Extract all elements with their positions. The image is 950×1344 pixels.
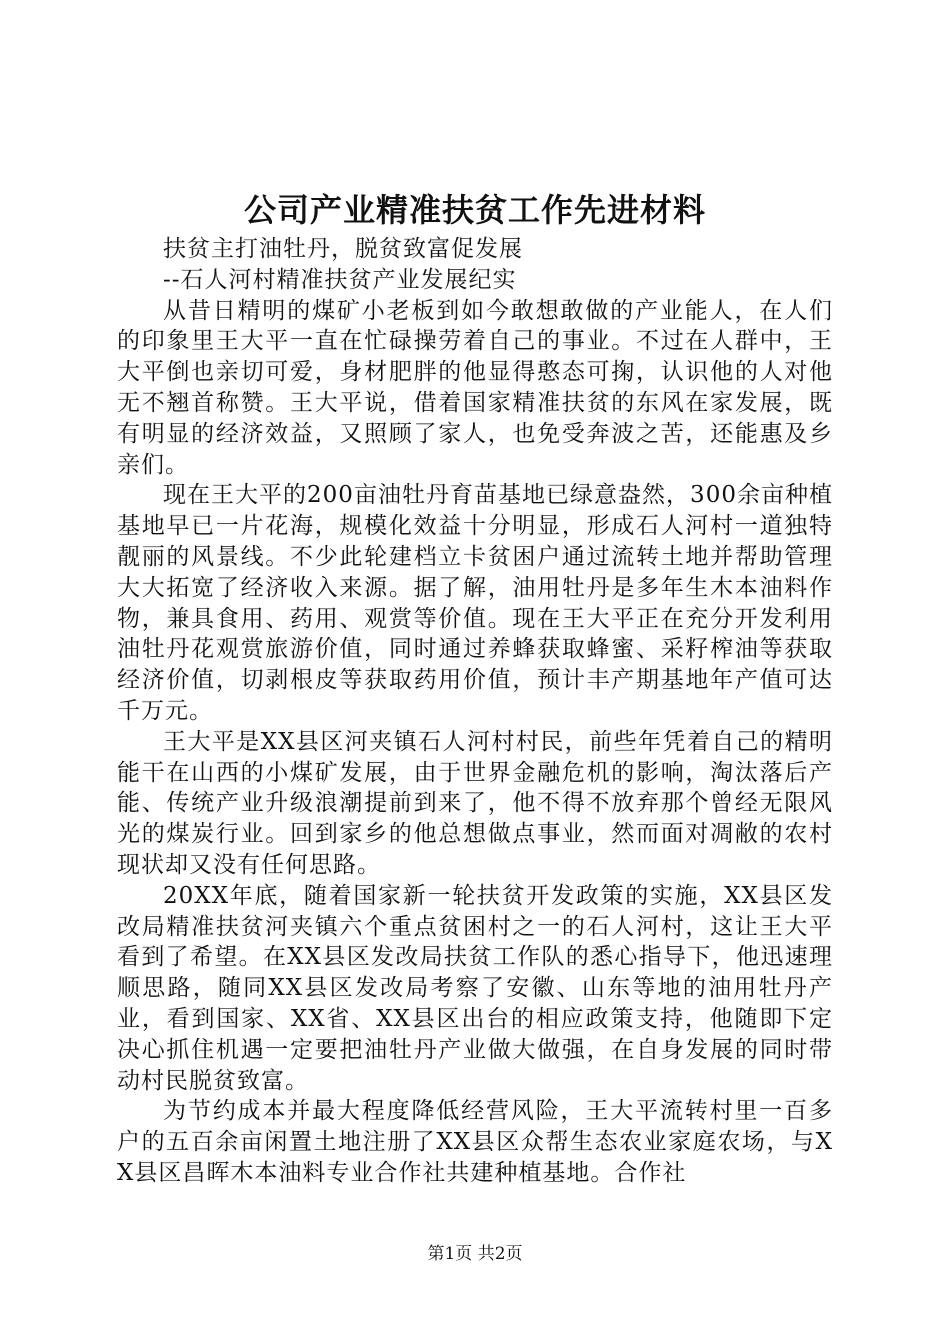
document-body: [117, 234, 833, 1189]
paragraph: 从昔日精明的煤矿小老板到如今敢想敢做的产业能人，在人们的印象里王大平一直在忙碌操劳着自己的事业。不过在人群中，王大平倒也亲切可爱，身材肥胖的他显得憨态可掬，认识他的人对他无不翘首称赞。王大平说，借着国家精准扶贫的东风在家发展，既有明显的经济效益，又照顾了家人，也免受奔波之苦，还能惠及乡亲们。: [117, 297, 833, 478]
paragraph: 现在王大平的200亩油牡丹育苗基地已绿意盎然，300余亩种植基地早已一片花海，规模化效益十分明显，形成石人河村一道独特靓丽的风景线。不少此轮建档立卡贫困户通过流转土地并帮助管理大大拓宽了经济收入来源。据了解，油用牡丹是多年生木本油料作物，兼具食用、药用、观赏等价值。现在王大平正在充分开发利用油牡丹花观赏旅游价值，同时通过养蜂获取蜂蜜、采籽榨油等获取经济价值，切剥根皮等获取药用价值，预计丰产期基地年产值可达千万元。: [117, 482, 833, 724]
document-title: 公司产业精准扶贫工作先进材料: [243, 191, 706, 229]
paragraph: 20XX年底，随着国家新一轮扶贫开发政策的实施，XX县区发改局精准扶贫河夹镇六个重点贫困村之一的石人河村，这让王大平看到了希望。在XX县区发改局扶贫工作队的悉心指导下，他迅速理顺思路，随同XX县区发改局考察了安徽、山东等地的油用牡丹产业，看到国家、XX省、XX县区出台的相应政策支持，他随即下定决心抓住机遇一定要把油牡丹产业做大做强，在自身发展的同时带动村民脱贫致富。: [117, 882, 833, 1094]
subtitle-secondary: --石人河村精准扶贫产业发展纪实: [163, 266, 517, 293]
page-number-footer: 第1页 共2页: [427, 1244, 523, 1264]
paragraph: 王大平是XX县区河夹镇石人河村村民，前些年凭着自己的精明能干在山西的小煤矿发展，由于世界金融危机的影响，淘汰落后产能、传统产业升级浪潮提前到来了，他不得不放弃那个曾经无限风光的煤炭行业。回到家乡的他总想做点事业，然而面对凋敝的农村现状却又没有任何思路。: [117, 728, 833, 878]
paragraph: 为节约成本并最大程度降低经营风险，王大平流转村里一百多户的五百余亩闲置土地注册了XX县区众帮生态农业家庭农场，与XX县区昌晖木本油料专业合作社共建种植基地。合作社: [117, 1098, 833, 1186]
subtitle-main: 扶贫主打油牡丹，脱贫致富促发展: [163, 236, 523, 262]
